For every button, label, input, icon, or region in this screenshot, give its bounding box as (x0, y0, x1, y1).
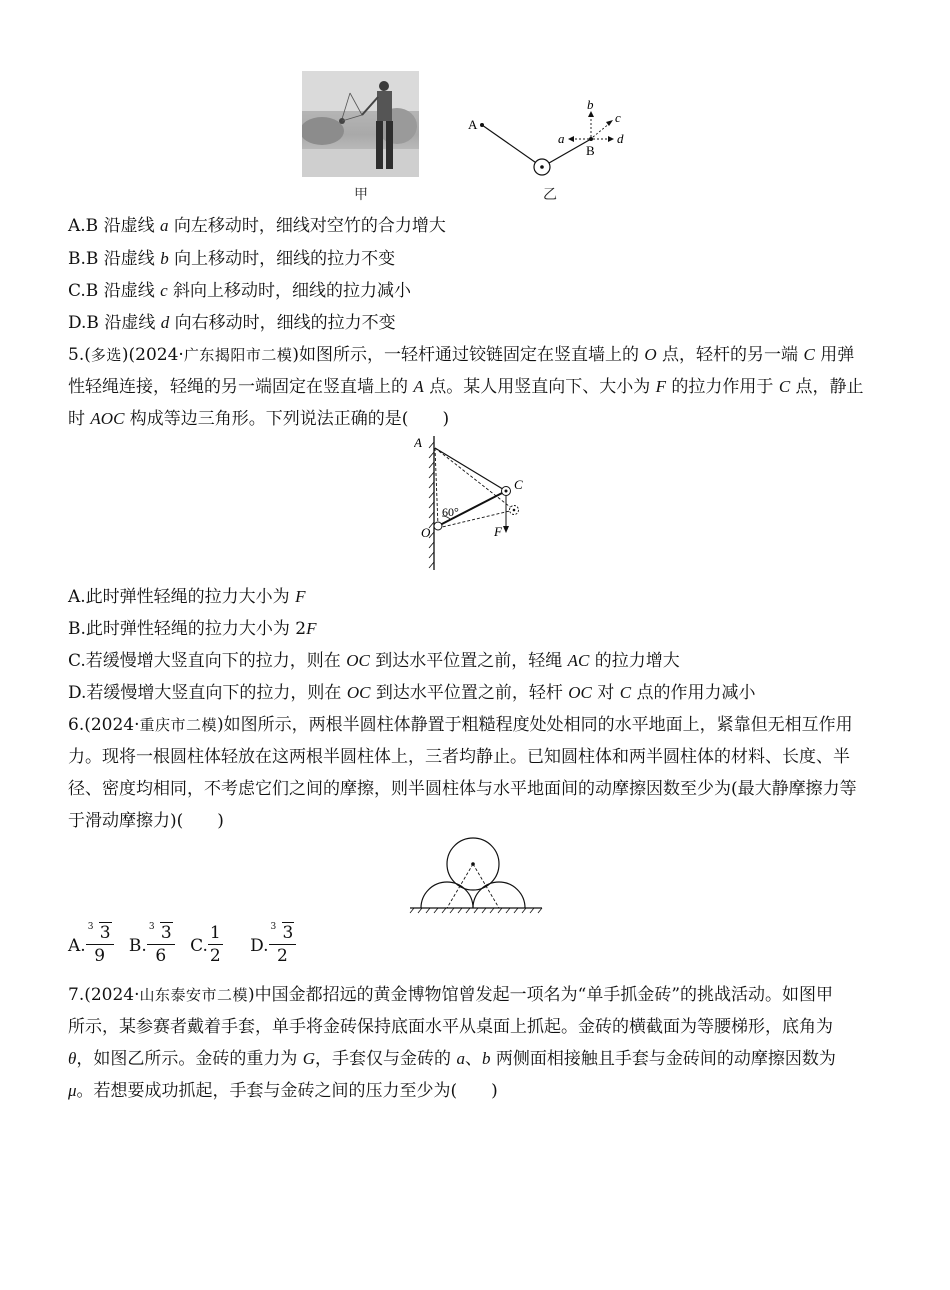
q4-option-c: C.B 沿虚线 c 斜向上移动时，细线的拉力减小 (68, 281, 412, 301)
q6-option-a: A. 3 3 9 (68, 936, 119, 956)
figure-jia-caption: 甲 (354, 187, 368, 203)
label-F: F (494, 524, 502, 539)
q5-stem-line3: 时 AOC 构成等边三角形。下列说法正确的是( ) (68, 409, 450, 429)
label-a: a (558, 131, 565, 146)
q5-option-b: B.此时弹性轻绳的拉力大小为 2F (68, 619, 317, 639)
figure-yi-diagram (460, 95, 635, 185)
label-B: B (586, 143, 595, 158)
label-c: c (615, 110, 621, 125)
label-d: d (617, 131, 624, 146)
q5-stem-line1: 5.(多选)(2024·广东揭阳市二模)如图所示，一轻杆通过铰链固定在竖直墙上的 O 点，轻杆的另一端 C 用弹 (68, 345, 855, 365)
label-A: A (414, 436, 422, 450)
q5-figure (414, 436, 534, 572)
q6-stem-line3: 径、密度均相同，不考虑它们之间的摩擦，则半圆柱体与水平地面间的动摩擦因数至少为(最大静摩擦力等 (68, 779, 857, 799)
photo-diabolo-player (302, 71, 419, 177)
label-b: b (587, 97, 594, 112)
q6-stem-line1: 6.(2024·重庆市二模)如图所示，两根半圆柱体静置于粗糙程度处处相同的水平地面上，紧靠但无相互作用 (68, 715, 853, 735)
q7-stem-line2: 所示，某参赛者戴着手套，单手将金砖保持底面水平从桌面上抓起。金砖的横截面为等腰梯形，底角为 (68, 1017, 833, 1037)
q7-stem-line4: μ。若想要成功抓起，手套与金砖之间的压力至少为( ) (68, 1081, 498, 1101)
q6-options (68, 924, 296, 969)
q4-option-b: B.B 沿虚线 b 向上移动时，细线的拉力不变 (68, 249, 396, 269)
q5-option-d: D.若缓慢增大竖直向下的拉力，则在 OC 到达水平位置之前，轻杆 OC 对 C 点的作用力减小 (68, 683, 756, 703)
label-angle: 60° (442, 505, 459, 519)
q4-option-d: D.B 沿虚线 d 向右移动时，细线的拉力不变 (68, 313, 396, 333)
q5-option-a: A.此时弹性轻绳的拉力大小为 F (68, 587, 306, 607)
q6-stem-line4: 于滑动摩擦力)( ) (68, 811, 224, 831)
label-C: C (514, 477, 523, 492)
figure-yi-caption: 乙 (543, 187, 557, 203)
q7-stem-line3: θ，如图乙所示。金砖的重力为 G，手套仅与金砖的 a、b 两侧面相接触且手套与金砖间的动摩擦因数为 (68, 1049, 836, 1069)
q5-stem-line2: 性轻绳连接，轻绳的另一端固定在竖直墙上的 A 点。某人用竖直向下、大小为 F 的拉力作用于 C 点，静止 (68, 377, 864, 397)
label-A: A (468, 117, 478, 132)
q6-option-b: B. 3 3 6 (129, 936, 180, 956)
q7-stem-line1: 7.(2024·山东泰安市二模)中国金都招远的黄金博物馆曾发起一项名为“单手抓金砖”的挑战活动。如图甲 (68, 985, 834, 1005)
q6-option-d: D. 3 3 2 (250, 936, 296, 956)
q6-stem-line2: 力。现将一根圆柱体轻放在这两根半圆柱体上，三者均静止。已知圆柱体和两半圆柱体的材料、长度、半 (68, 747, 850, 767)
q6-option-c: C. $\frac{1}{2}$ (190, 923, 221, 966)
label-O: O (421, 525, 431, 540)
q5-option-c: C.若缓慢增大竖直向下的拉力，则在 OC 到达水平位置之前，轻绳 AC 的拉力增大 (68, 651, 680, 671)
q4-option-a: A.B 沿虚线 a 向左移动时，细线对空竹的合力增大 (68, 216, 446, 236)
q6-cylinders-figure (406, 836, 546, 916)
